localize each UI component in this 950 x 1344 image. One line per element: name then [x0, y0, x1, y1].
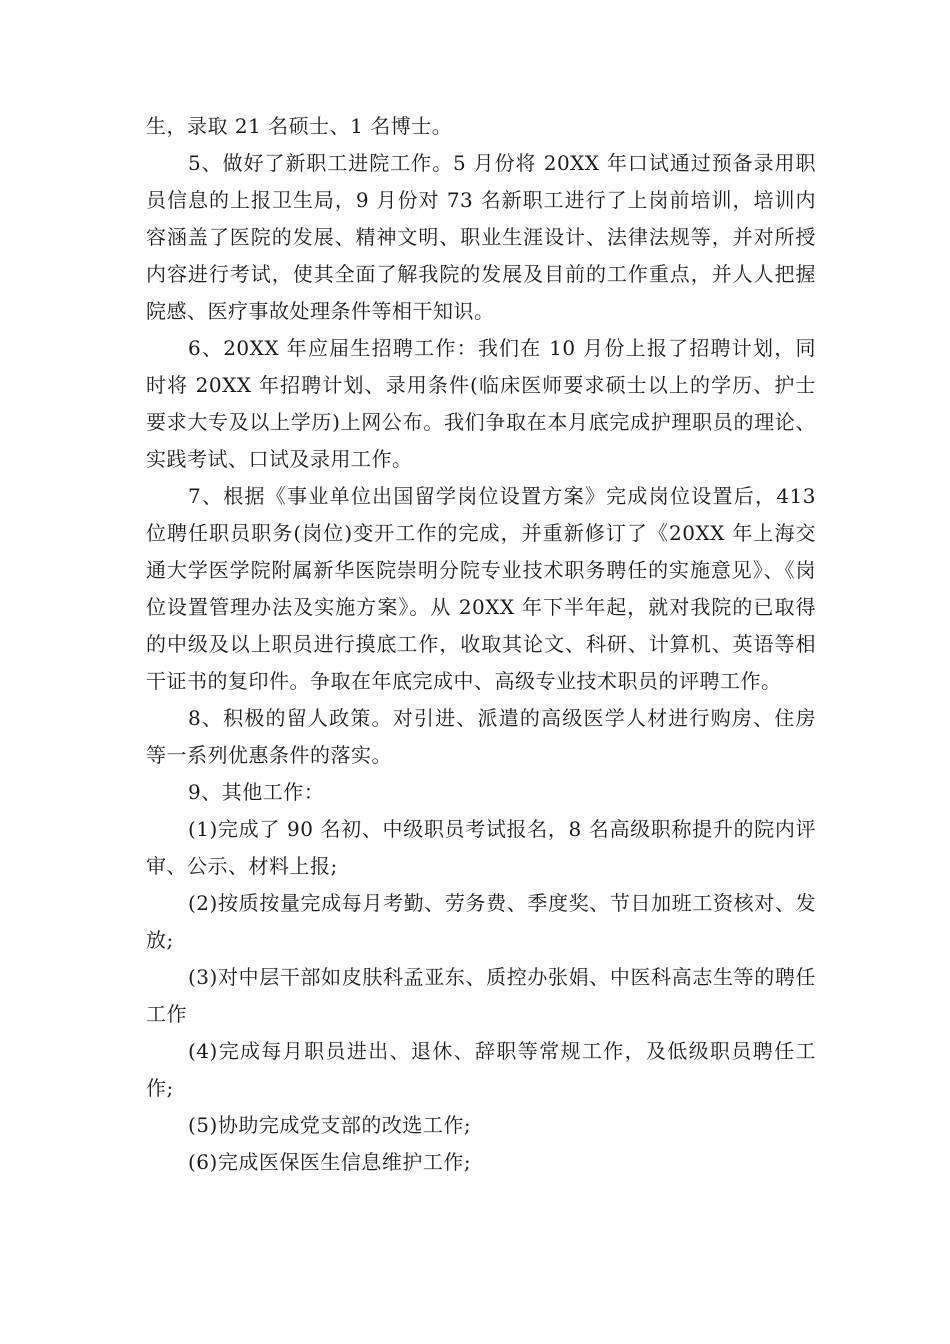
paragraph-item-7: 7、根据《事业单位出国留学岗位设置方案》完成岗位设置后，413 位聘任职员职务(岗位)变开工作的完成，并重新修订了《20XX 年上海交通大学医学院附属新华医院崇明分院专业技术职务聘任的实施意见》、《岗位设置管理办法及实施方案》。从 20XX 年下半年起，就对我院的已取得的中级及以上职员进行摸底工作，收取其论文、科研、计算机、英语等相干证书的复印件。争取在年底完成中、高级专业技术职员的评聘工作。 — [146, 484, 816, 693]
paragraph-continuation: 生，录取 21 名硕士、1 名博士。 — [146, 114, 453, 138]
sub-item-3: (3)对中层干部如皮肤科孟亚东、质控办张娟、中医科高志生等的聘任工作 — [146, 965, 816, 1026]
sub-item-4: (4)完成每月职员进出、退休、辞职等常规工作，及低级职员聘任工作; — [146, 1039, 816, 1100]
sub-item-5: (5)协助完成党支部的改选工作; — [188, 1113, 472, 1137]
paragraph-item-8: 8、积极的留人政策。对引进、派遣的高级医学人材进行购房、住房等一系列优惠条件的落实。 — [146, 706, 816, 767]
document-body — [146, 108, 816, 1181]
sub-item-2: (2)按质按量完成每月考勤、劳务费、季度奖、节日加班工资核对、发放; — [146, 891, 816, 952]
sub-item-1: (1)完成了 90 名初、中级职员考试报名，8 名高级职称提升的院内评审、公示、材料上报; — [146, 817, 816, 878]
paragraph-item-6: 6、20XX 年应届生招聘工作：我们在 10 月份上报了招聘计划，同时将 20XX 年招聘计划、录用条件(临床医师要求硕士以上的学历、护士要求大专及以上学历)上网公布。我们争取在本月底完成护理职员的理论、实践考试、口试及录用工作。 — [146, 336, 816, 471]
sub-item-6: (6)完成医保医生信息维护工作; — [188, 1150, 472, 1174]
paragraph-item-9: 9、其他工作： — [188, 780, 325, 804]
paragraph-item-5: 5、做好了新职工进院工作。5 月份将 20XX 年口试通过预备录用职员信息的上报卫生局，9 月份对 73 名新职工进行了上岗前培训，培训内容涵盖了医院的发展、精神文明、职业生涯设计、法律法规等，并对所授内容进行考试，使其全面了解我院的发展及目前的工作重点，并人人把握院感、医疗事故处理条件等相干知识。 — [146, 151, 816, 323]
